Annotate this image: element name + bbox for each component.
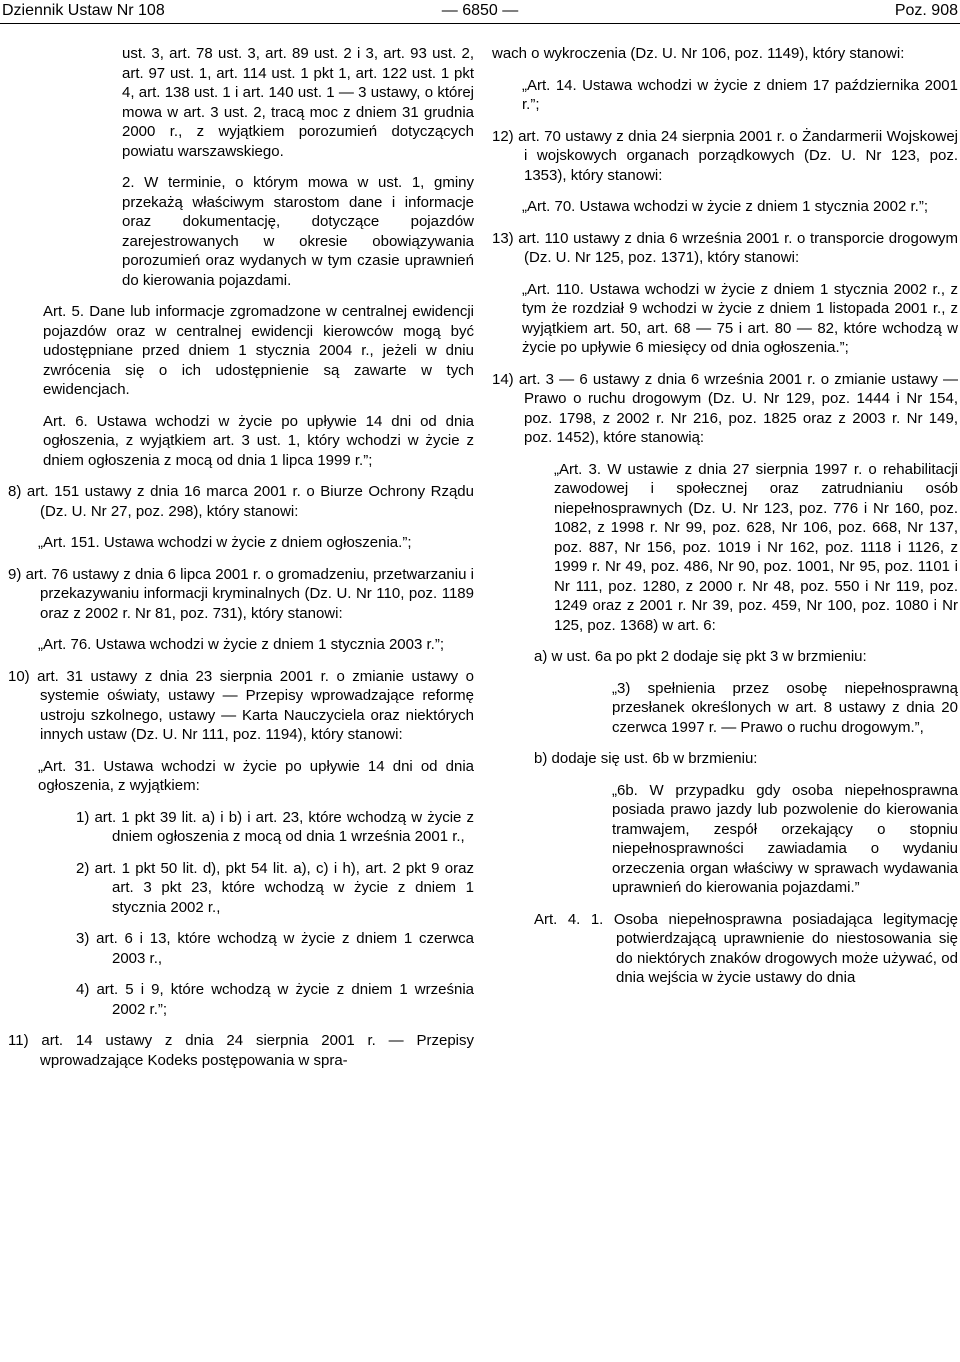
quote: „Art. 14. Ustawa wchodzi w życie z dniem 17 października 2001 r.”;	[522, 76, 958, 113]
quote: „Art. 76. Ustawa wchodzi w życie z dniem 1 stycznia 2003 r.”;	[38, 636, 444, 653]
quote: „3) spełnienia przez osobę niepełnosprawną przesłanek określonych w art. 8 ustawy z dnia 20 czerwca 1997 r. — Prawo o ruchu drogowym.”,	[612, 679, 958, 736]
paragraph: ust. 3, art. 78 ust. 3, art. 89 ust. 2 i 3, art. 93 ust. 2, art. 97 ust. 1, art. 114 ust. 1 pkt 1, art. 122 ust. 1 pkt 4, art. 138 ust. 1 i art. 140 ust. 1 — 3 ustawy, o której mowa w art. 3 ust. 2, tracą moc z dniem 31 grudnia 2000 r., z wyjątkiem porozumień dotyczących powiatu warszawskiego.	[122, 45, 474, 160]
paragraph: wach o wykroczenia (Dz. U. Nr 106, poz. 1149), który stanowi:	[492, 45, 905, 62]
quote: „Art. 31. Ustawa wchodzi w życie po upływie 14 dni od dnia ogłoszenia, z wyjątkiem:	[38, 757, 474, 794]
page-number: — 6850 —	[441, 2, 519, 19]
right-column	[492, 44, 958, 1000]
list-item: 13) art. 110 ustawy z dnia 6 września 2001 r. o transporcie drogowym (Dz. U. Nr 125, poz. 1371), który stanowi:	[492, 229, 958, 266]
paragraph: Art. 5. Dane lub informacje zgromadzone w centralnej ewidencji pojazdów oraz w centralnej ewidencji kierowców mogą być udostępniane przed dniem 1 stycznia 2004 r., jeżeli w dniu zwrócenia się o ich udostępnienie są zawarte w tych ewidencjach.	[43, 303, 474, 398]
journal-title: Dziennik Ustaw Nr 108	[2, 2, 165, 19]
sub-item: a) w ust. 6a po pkt 2 dodaje się pkt 3 w brzmieniu:	[534, 648, 867, 665]
header-rule	[0, 23, 960, 24]
list-item: 12) art. 70 ustawy z dnia 24 sierpnia 2001 r. o Żandarmerii Wojskowej i wojskowych organach porządkowych (Dz. U. Nr 123, poz. 1353), który stanowi:	[492, 127, 958, 184]
paragraph: 2. W terminie, o którym mowa w ust. 1, gminy przekażą właściwym starostom dane i informacje oraz dokumentację, dotyczące pojazdów zarejestrowanych w okresie obowiązywania porozumień oraz wydanych w tym czasie uprawnień do kierowania pojazdami.	[122, 174, 474, 289]
sub-item: 4) art. 5 i 9, które wchodzą w życie z dniem 1 września 2002 r.”;	[76, 981, 474, 1018]
quote: „6b. W przypadku gdy osoba niepełnosprawna posiada prawo jazdy lub pozwolenie do kierowania tramwajem, zespół orzekający o stopniu niepełnosprawności zawiadamia o wydaniu orzeczenia organ właściwy w sprawach wydawania uprawnień do kierowania pojazdami.”	[612, 781, 958, 896]
sub-item: 3) art. 6 i 13, które wchodzą w życie z dniem 1 czerwca 2003 r.,	[76, 930, 474, 967]
paragraph: Art. 6. Ustawa wchodzi w życie po upływie 14 dni od dnia ogłoszenia, z wyjątkiem art. 3 ust. 1, który wchodzi w życie z dniem ogłoszenia z mocą od dnia 1 lipca 1999 r.”;	[43, 412, 474, 469]
list-item: 14) art. 3 — 6 ustawy z dnia 6 września 2001 r. o zmianie ustawy — Prawo o ruchu drogowym (Dz. U. Nr 129, poz. 1444 i Nr 154, poz. 1798, z 2002 r. Nr 216, poz. 1825 oraz z 2003 r. Nr 149, poz. 1452), które stanowią:	[492, 370, 958, 446]
quote: „Art. 110. Ustawa wchodzi w życie z dniem 1 stycznia 2002 r., z tym że rozdział 9 wchodzi w życie z dniem 1 listopada 2001 r., z wyjątkiem art. 50, art. 68 — 75 i art. 80 — 82, które wchodzą w życie po upływie 6 miesięcy od dnia ogłoszenia.”;	[522, 280, 958, 356]
list-item: 9) art. 76 ustawy z dnia 6 lipca 2001 r. o gromadzeniu, przetwarzaniu i przekazywaniu informacji kryminalnych (Dz. U. Nr 110, poz. 1189 oraz z 2002 r. Nr 81, poz. 731), który stanowi:	[8, 565, 474, 622]
list-item: 10) art. 31 ustawy z dnia 23 sierpnia 2001 r. o zmianie ustawy o systemie oświaty, ustawy — Przepisy wprowadzające reformę ustroju szkolnego, ustawy — Karta Nauczyciela oraz niektórych innych ustaw (Dz. U. Nr 111, poz. 1194), który stanowi:	[8, 667, 474, 743]
left-column	[8, 44, 474, 1082]
page-header	[0, 0, 960, 22]
quote: „Art. 3. W ustawie z dnia 27 sierpnia 1997 r. o rehabilitacji zawodowej i społecznej oraz zatrudnianiu osób niepełnosprawnych (Dz. U. Nr 123, poz. 776 i Nr 160, poz. 1082, z 1998 r. Nr 99, poz. 628, Nr 106, poz. 668, Nr 137, poz. 887, Nr 156, poz. 1019 i Nr 162, poz. 1118 i 1126, z 1999 r. Nr 49, poz. 486, Nr 90, poz. 1001, Nr 95, poz. 1101 i Nr 111, poz. 1280, z 2000 r. Nr 48, poz. 550 i Nr 119, poz. 1249 oraz z 2001 r. Nr 39, poz. 459, Nr 100, poz. 1080 i Nr 125, poz. 1368) w art. 6:	[554, 460, 958, 634]
sub-item: b) dodaje się ust. 6b w brzmieniu:	[534, 750, 758, 767]
quote: „Art. 151. Ustawa wchodzi w życie z dniem ogłoszenia.”;	[38, 534, 412, 551]
list-item: 11) art. 14 ustawy z dnia 24 sierpnia 2001 r. — Przepisy wprowadzające Kodeks postępowania w spra-	[8, 1032, 474, 1069]
list-item: 8) art. 151 ustawy z dnia 16 marca 2001 r. o Biurze Ochrony Rządu (Dz. U. Nr 27, poz. 298), który stanowi:	[8, 483, 474, 520]
sub-item: 2) art. 1 pkt 50 lit. d), pkt 54 lit. a), c) i h), art. 2 pkt 9 oraz art. 3 pkt 23, które wchodzą w życie z dniem 1 stycznia 2002 r.,	[76, 859, 474, 916]
paragraph: Art. 4. 1. Osoba niepełnosprawna posiadająca legitymację potwierdzającą uprawnienie do niestosowania się do niektórych znaków drogowych może używać, od dnia wejścia w życie ustawy do dnia	[534, 910, 958, 986]
position-number: Poz. 908	[894, 2, 958, 19]
quote: „Art. 70. Ustawa wchodzi w życie z dniem 1 stycznia 2002 r.”;	[522, 198, 928, 215]
sub-item: 1) art. 1 pkt 39 lit. a) i b) i art. 23, które wchodzą w życie z dniem ogłoszenia z mocą od dnia 1 września 2001 r.,	[76, 808, 474, 845]
